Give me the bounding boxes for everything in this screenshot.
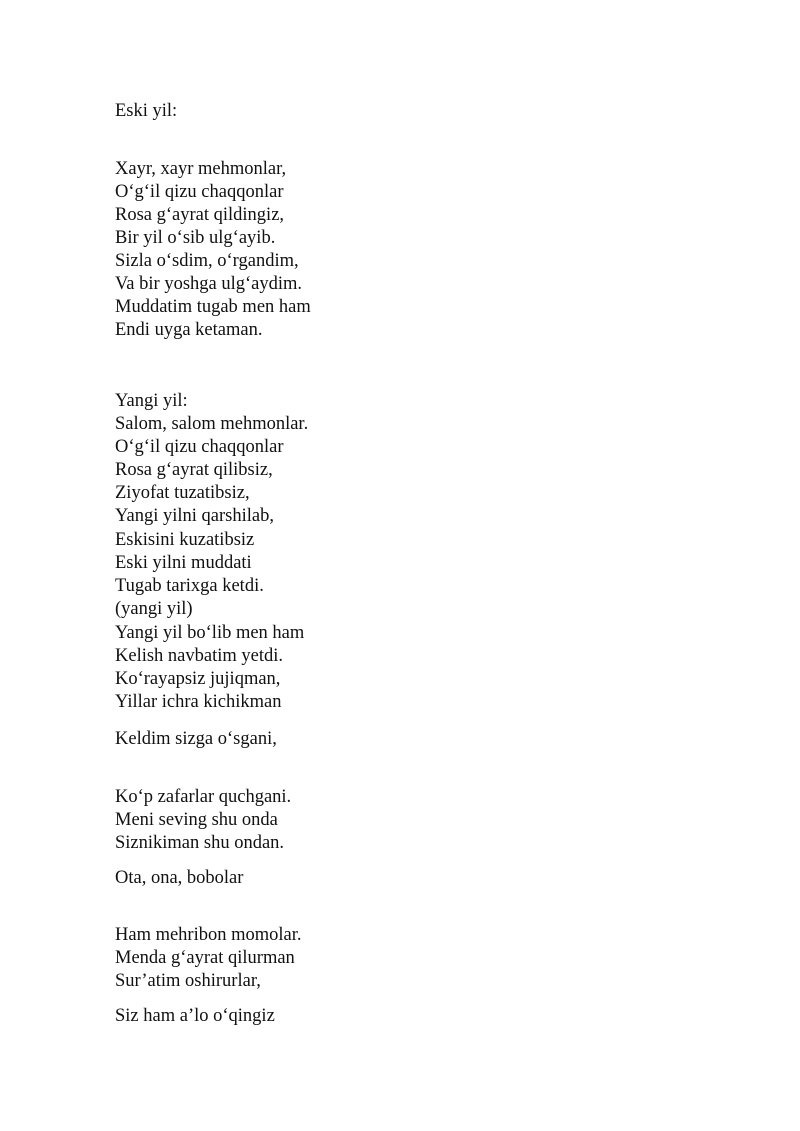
poem-line: Muddatim tugab men ham <box>115 297 311 317</box>
poem-line: Eski yilni muddati <box>115 553 252 573</box>
poem-line: Meni seving shu onda <box>115 810 278 830</box>
poem-line: Ham mehribon momolar. <box>115 925 302 945</box>
poem-line: Menda g‘ayrat qilurman <box>115 948 295 968</box>
poem-line: Keldim sizga o‘sgani, <box>115 729 277 749</box>
poem-line: O‘g‘il qizu chaqqonlar <box>115 182 284 202</box>
poem-line: Kelish navbatim yetdi. <box>115 646 284 666</box>
section-heading-old-year: Eski yil: <box>115 101 178 121</box>
poem-line: Rosa g‘ayrat qilibsiz, <box>115 460 273 480</box>
poem-line: Siz ham a’lo o‘qingiz <box>115 1006 275 1026</box>
poem-line: Ota, ona, bobolar <box>115 868 244 888</box>
poem-line: Ziyofat tuzatibsiz, <box>115 483 250 503</box>
poem-line: Ko‘rayapsiz jujiqman, <box>115 669 281 689</box>
poem-line: Yangi yil bo‘lib men ham <box>115 623 305 643</box>
poem-line: Yillar ichra kichikman <box>115 692 282 712</box>
poem-line: (yangi yil) <box>115 599 193 619</box>
section-heading-new-year: Yangi yil: <box>115 391 188 411</box>
poem-line: Eskisini kuzatibsiz <box>115 530 255 550</box>
poem-line: Ko‘p zafarlar quchgani. <box>115 787 292 807</box>
poem-line: Tugab tarixga ketdi. <box>115 576 264 596</box>
poem-line: O‘g‘il qizu chaqqonlar <box>115 437 284 457</box>
poem-line: Bir yil o‘sib ulg‘ayib. <box>115 228 276 248</box>
poem-line: Salom, salom mehmonlar. <box>115 414 309 434</box>
poem-line: Siznikiman shu ondan. <box>115 833 285 853</box>
poem-line: Xayr, xayr mehmonlar, <box>115 159 287 179</box>
poem-line: Endi uyga ketaman. <box>115 320 263 340</box>
poem-line: Sur’atim oshirurlar, <box>115 971 261 991</box>
poem-line: Sizla o‘sdim, o‘rgandim, <box>115 251 299 271</box>
poem-line: Yangi yilni qarshilab, <box>115 506 274 526</box>
poem-line: Rosa g‘ayrat qildingiz, <box>115 205 285 225</box>
poem-line: Va bir yoshga ulg‘aydim. <box>115 274 303 294</box>
